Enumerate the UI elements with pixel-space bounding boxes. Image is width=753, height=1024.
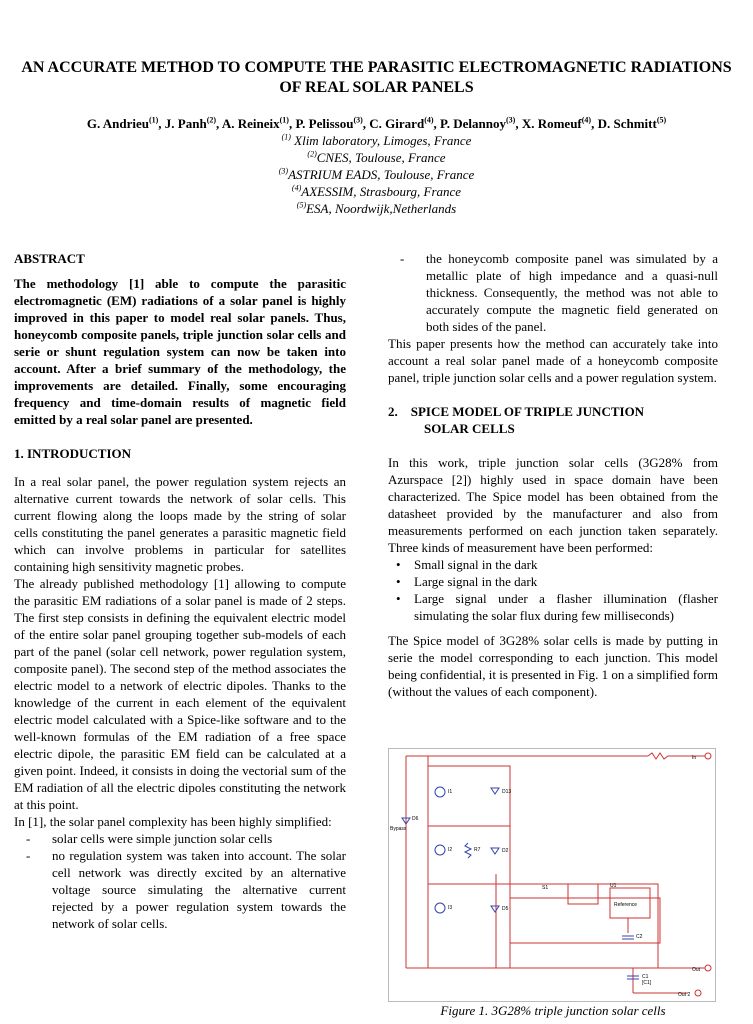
affiliation: $^{(3)}$ASTRIUM EADS, Toulouse, France: [278, 166, 475, 182]
svg-text:D6: D6: [412, 816, 419, 822]
diode-d5: [491, 906, 499, 912]
author: C. Girard: [369, 116, 425, 131]
abstract-text: The methodology [1] able to compute the parasitic electromagnetic (EM) radiations of a solar panel is highly improved in this paper to model real solar panels. Thus, honeycomb composite panels, triple junction solar cells and serie or shunt regulation system can now be taken into account. After a brief summary of the methodology, the improvements are detailed. Finally, some encouraging frequency and time-domain results of magnetic field emitted by a real solar panel are presented.: [14, 276, 346, 427]
list-item: • Small signal in the dark: [396, 557, 538, 572]
svg-text:Out 2: Out 2: [678, 992, 691, 998]
author: P. Delannoy: [440, 116, 506, 131]
svg-text:I1: I1: [448, 789, 453, 795]
circuit-figure: [388, 748, 716, 1002]
affiliation-list: [10, 132, 743, 217]
list-item: • Large signal in the dark: [396, 574, 538, 589]
right-column: [388, 250, 718, 700]
list-item: - the honeycomb composite panel was simulated by a metallic plate of high impedance and a quasi-null thickness. Consequently, the method was not able to accurately compute the magnetic field generated on both sides of the panel.: [400, 251, 718, 334]
svg-text:In: In: [692, 755, 697, 761]
author: P. Pelissou: [295, 116, 354, 131]
author-list: G. Andrieu$^{(1)}$, J. Panh$^{(2)}$, A. Reineix$^{(1)}$, P. Pelissou$^{(3)}$, C. Girard$^{(4)}$, P. Delannoy$^{(3)}$, X. Romeuf$^{(4)}$, D. Schmitt$^{(5)}$: [86, 115, 667, 131]
source-i2: [435, 845, 445, 855]
author: J. Panh: [164, 116, 207, 131]
svg-text:Bypass: Bypass: [390, 826, 407, 832]
svg-text:[C1]: [C1]: [642, 980, 652, 986]
author: X. Romeuf: [521, 116, 582, 131]
svg-text:I2: I2: [448, 847, 453, 853]
left-column: [14, 250, 346, 932]
diode-d2: [491, 848, 499, 854]
svg-text:U1: U1: [610, 883, 617, 889]
intro-paragraph-4: This paper presents how the method can accurately take into account a real solar panel made of a honeycomb composite panel, triple junction solar cells and a power regulation system.: [388, 336, 718, 385]
spice-paragraph-1: In this work, triple junction solar cells (3G28% from Azurspace [2]) highly used in space domain have been characterized. The Spice model has been obtained from the datasheet provided by the manufacturer and also from measurements performed on each junction taken separately. Three kinds of measurement have been performed:: [388, 455, 718, 555]
spice-heading: 2. SPICE MODEL OF TRIPLE JUNCTION SOLAR CELLS: [388, 404, 645, 436]
svg-text:Out: Out: [692, 967, 701, 973]
intro-paragraph-2: The already published methodology [1] allowing to compute the parasitic EM radiations of a solar panel is made of 2 steps. The first step consists in defining the equivalent electric model of the entire solar panel grouping together sub-models of each part of the panel (solar cell network, power regulation system, composite panel). The second step of the method associates the electric model to a network of electric dipoles. Thanks to the knowledge of the current in each element of the equivalent electric model calculated with a Spice-like software and to the well-known formulas of the EM radiation of a free space electric dipole, the parasitic EM field can be calculated at a given point. Indeed, it consists in doing the vectorial sum of the EM radiation of all the electric dipoles constituting the network at this point.: [14, 576, 346, 812]
affiliation: $^{(2)}$CNES, Toulouse, France: [307, 149, 446, 165]
spice-paragraph-2: The Spice model of 3G28% solar cells is made by putting in serie the model corresponding to each junction. This model being confidential, it is presented in Fig. 1 on a simplified form (without the values of each component).: [388, 633, 718, 699]
abstract-heading: ABSTRACT: [14, 251, 85, 266]
svg-text:I3: I3: [448, 905, 453, 911]
figure-caption: Figure 1. 3G28% triple junction solar cells: [440, 1003, 666, 1018]
circuit-labels: [390, 755, 701, 998]
affiliation: $^{(5)}$ESA, Noordwijk,Netherlands: [296, 200, 457, 216]
simplification-list: [14, 830, 346, 932]
svg-text:Reference: Reference: [614, 902, 638, 908]
simplification-list-continued: [388, 250, 718, 335]
paper-title: AN ACCURATE METHOD TO COMPUTE THE PARASITIC ELECTROMAGNETIC RADIATIONS OF REAL SOLAR PANELS: [21, 59, 732, 96]
source-i3: [435, 903, 445, 913]
svg-text:C2: C2: [636, 934, 643, 940]
diode-d13: [491, 788, 499, 794]
svg-text:D13: D13: [502, 789, 512, 795]
author: A. Reineix: [221, 116, 280, 131]
intro-paragraph-3: In [1], the solar panel complexity has been highly simplified:: [14, 814, 332, 829]
svg-text:D5: D5: [502, 906, 509, 912]
list-item: - no regulation system was taken into account. The solar cell network was directly excited by an alternative voltage source simulating the alternative current rejected by a power regulation system towards the network of solar cells.: [26, 848, 346, 931]
resistor-r7: [465, 843, 471, 858]
circuit-parts: [402, 787, 639, 979]
svg-text:D2: D2: [502, 848, 509, 854]
list-item: - solar cells were simple junction solar cells: [26, 831, 273, 846]
author: G. Andrieu: [86, 116, 149, 131]
list-item: • Large signal under a flasher illumination (flasher simulating the solar flux during few milliseconds): [396, 591, 718, 623]
svg-text:C1: C1: [642, 974, 649, 980]
intro-heading: 1. INTRODUCTION: [14, 446, 132, 461]
intro-paragraph-1: In a real solar panel, the power regulation system rejects an alternative current towards the network of solar cells. This current flowing along the loops made by the string of solar cells constituting the panel generates a parasitic magnetic field which can involve problems in particular for satellites containing high sensitivity magnetic probes.: [14, 474, 346, 574]
figure-frame: [389, 749, 716, 1002]
affiliation: $^{(4)}$AXESSIM, Strasbourg, France: [291, 183, 462, 199]
source-i1: [435, 787, 445, 797]
svg-text:R7: R7: [474, 847, 481, 853]
affiliation: $^{(1)}$ Xlim laboratory, Limoges, France: [281, 132, 472, 148]
svg-text:S1: S1: [542, 885, 549, 891]
author: D. Schmitt: [597, 116, 657, 131]
measurement-list: [388, 556, 718, 624]
